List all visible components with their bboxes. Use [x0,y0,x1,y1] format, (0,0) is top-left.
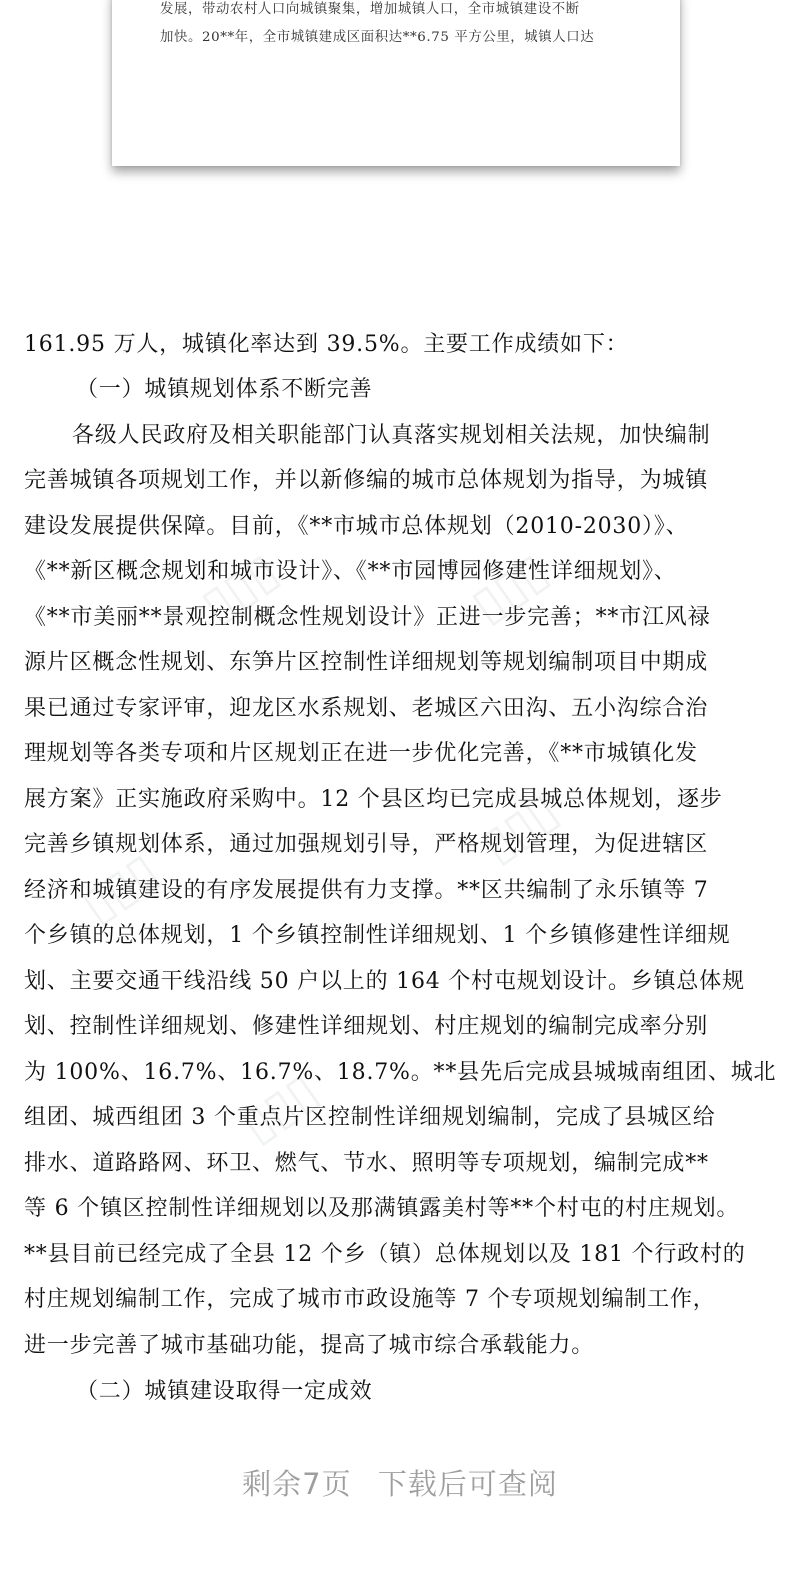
watermark: ▯▯▯ [461,542,559,634]
paragraph-line: 《**市美丽**景观控制概念性规划设计》正进一步完善；**市江风禄 [24,605,711,630]
card-text-line: 发展，带动农村人口向城镇聚集，增加城镇人口，全市城镇建设不断 [160,2,580,17]
watermark: ▯▯▯ [71,842,169,934]
download-prompt[interactable] [0,1462,800,1503]
paragraph-line: 源片区概念性规划、东笋片区控制性详细规划等规划编制项目中期成 [24,650,709,675]
paragraph-line: 161.95 万人，城镇化率达到 39.5%。主要工作成绩如下： [24,332,629,357]
paragraph-line: 果已通过专家评审，迎龙区水系规划、老城区六田沟、五小沟综合治 [24,696,709,721]
paragraph-line: 《**新区概念规划和城市设计》、《**市园博园修建性详细规划》、 [24,559,677,584]
paragraph-line: 划、主要交通干线沿线 50 户以上的 164 个村屯规划设计。乡镇总体规 [24,969,745,994]
preview-page-card [112,0,680,166]
paragraph-line: 完善城镇各项规划工作，并以新修编的城市总体规划为指导，为城镇 [24,468,709,493]
paragraph-line: 各级人民政府及相关职能部门认真落实规划相关法规，加快编制 [72,423,711,448]
paragraph-line: **县目前已经完成了全县 12 个乡（镇）总体规划以及 181 个行政村的 [24,1242,746,1267]
download-to-view-label: 下载后可查阅 [377,1467,558,1501]
section-heading: （一）城镇规划体系不断完善 [76,377,373,402]
paragraph-line: 展方案》正实施政府采购中。12 个县区均已完成县城总体规划，逐步 [24,787,723,812]
remaining-pages-label: 剩余7页 [242,1467,352,1501]
paragraph-line: 建设发展提供保障。目前，《**市城市总体规划（2010-2030）》、 [24,514,689,539]
paragraph-line: 组团、城西组团 3 个重点片区控制性详细规划编制，完成了县城区给 [24,1105,716,1130]
paragraph-line: 理规划等各类专项和片区规划正在进一步优化完善，《**市城镇化发 [24,741,698,766]
paragraph-line: 个乡镇的总体规划，1 个乡镇控制性详细规划、1 个乡镇修建性详细规 [24,923,731,948]
watermark: ▯▯▯ [231,1062,329,1154]
paragraph-line: 经济和城镇建设的有序发展提供有力支撑。**区共编制了永乐镇等 7 [24,878,709,903]
watermark: ▯▯▯ [191,542,289,634]
section-heading: （二）城镇建设取得一定成效 [76,1379,373,1404]
paragraph-line: 等 6 个镇区控制性详细规划以及那满镇露美村等**个村屯的村庄规划。 [24,1196,740,1221]
paragraph-line: 完善乡镇规划体系，通过加强规划引导，严格规划管理，为促进辖区 [24,832,709,857]
card-text-line: 加快。20**年，全市城镇建成区面积达**6.75 平方公里，城镇人口达 [160,30,595,45]
paragraph-line: 为 100%、16.7%、16.7%、18.7%。**县先后完成县城城南组团、城北 [24,1060,777,1085]
paragraph-line: 排水、道路路网、环卫、燃气、节水、照明等专项规划，编制完成** [24,1151,709,1176]
paragraph-line: 进一步完善了城市基础功能，提高了城市综合承载能力。 [24,1333,595,1358]
paragraph-line: 划、控制性详细规划、修建性详细规划、村庄规划的编制完成率分别 [24,1014,709,1039]
paragraph-line: 村庄规划编制工作，完成了城市市政设施等 7 个专项规划编制工作， [24,1287,716,1312]
watermark: ▯▯▯ [471,782,569,874]
